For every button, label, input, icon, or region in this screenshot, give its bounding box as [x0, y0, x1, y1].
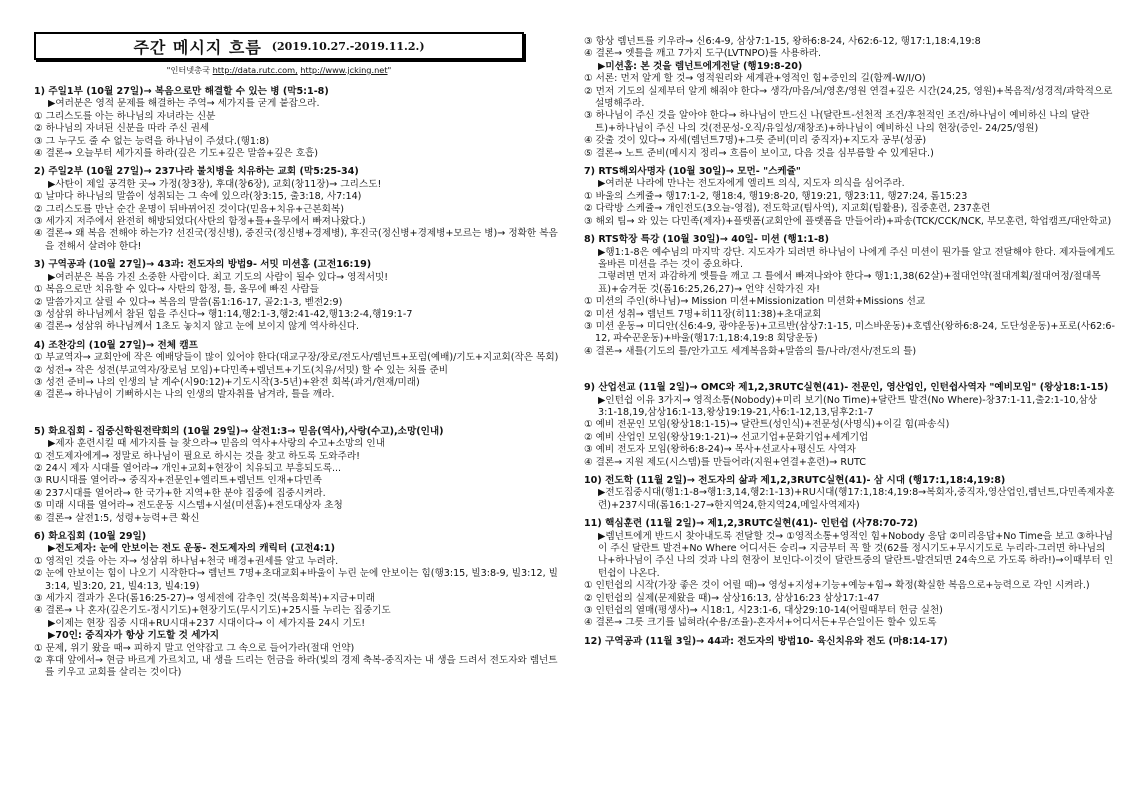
- message-section: [34, 426, 560, 525]
- section-heading: 6) 화요집회 (10월 29일): [34, 531, 147, 542]
- section-heading: 8) RTS학장 특강 (10월 30일)→ 40일- 미션 (행1:1-8): [584, 234, 829, 246]
- section-heading: 3) 구역공과 (10월 27일)→ 43과: 전도자의 방법9- 서밋 미션홈 (고전16:19): [34, 259, 372, 271]
- source-suffix: ": [387, 65, 392, 75]
- section-list-item: ① 서론: 먼저 알게 할 것→ 영적원리와 세계관+영적인 힘+증인의 길(함께-W/I/O): [584, 73, 926, 85]
- section-list-item: ② 미션 성취→ 렘넌트 7명+히11장(히11:38)+초대교회: [584, 308, 822, 320]
- message-section: [584, 166, 1116, 228]
- section-heading: 12) 구역공과 (11월 3일)→ 44과: 전도자의 방법10- 육신치유와 전도 (마8:14-17): [584, 635, 948, 647]
- section-heading: 7) RTS해외사명자 (10월 30일)→ 모먼- "스케쥴": [584, 166, 801, 178]
- source-line: [34, 65, 524, 76]
- section-list-item: ② 24시 제자 시대를 열어라→ 개인+교회+현장이 치유되고 부흥되도록...: [34, 462, 342, 474]
- section-list-item: ③ 성전 준비→ 나의 인생의 날 계수(시90:12)+기도시작(3-5년)+완전 회복(과거/현재/미래): [34, 376, 420, 388]
- message-section: [584, 475, 1116, 512]
- title-box: [34, 32, 524, 60]
- source-prefix: "인터넷총국: [166, 65, 210, 75]
- section-list-item: ③ 항상 렘넌트를 키우라→ 신6:4-9, 삼상7:1-15, 왕하6:8-24, 사62:6-12, 행17:1,18:4,19:8: [584, 36, 981, 47]
- section-list-item: ② 하나님의 자녀된 신분을 따라 주신 권세: [34, 123, 210, 135]
- section-list-item: ① 미션의 주인(하나님)→ Mission 미션+Missionization 미션화+Missions 선교: [584, 296, 926, 308]
- section-list-item: ⑤ 미래 시대를 열어라→ 전도운동 시스템+시설(미션홈)+전도대상자 초청: [34, 500, 343, 512]
- section-list-item: ② 먼저 기도의 실제부터 알게 해줘야 한다→ 생각/마음/뇌/영혼/영원 연결+깊은 시간(24,25, 영원)+복음적/성경적/과학적으로 설명해주라.: [584, 85, 1113, 110]
- section-intro: ▶사탄이 제일 공격한 곳→ 가정(창3장), 후대(창6장), 교회(창11장)→ 그리스도!: [48, 178, 382, 190]
- section-list-item: ② 후대 앞에서→ 현금 바르게 가르치고, 내 생을 드리는 헌금을 하라(빛의 경제 축복-중직자는 내 생을 드려서 전도자와 렘넌트를 키우고 교회를 살리는 것이다): [34, 655, 558, 679]
- section-intro: ▶제자 훈련시킬 때 세가지를 늘 찾으라→ 믿음의 역사+사랑의 수고+소망의 인내: [48, 438, 385, 450]
- section-list-item: ① 그리스도를 아는 하나님의 자녀라는 신분: [34, 110, 216, 122]
- section-list-item: ③ 해외 팀→ 와 있는 다민족(제자)+플랫폼(교회안에 플랫폼을 만들어라)+파송(TCK/CCK/NCK, 부모훈련, 학업캠프/대안학교): [584, 215, 1112, 227]
- section-list-item: ② 다락방 스케쥴→ 개인전도(3오늘-영접), 전도학교(팀사역), 지교회(팀활용), 집중훈련, 237훈련: [584, 203, 991, 215]
- section-intro: ▶여러분은 영적 문제를 해결하는 주역→ 세가지를 굳게 붙잡으라.: [48, 98, 320, 110]
- section-list-item: ① 부교역자→ 교회안에 작은 예배당들이 많이 있어야 한다(대교구장/장로/전도사/렘넌트+포럼(예배)/기도+지교회(작은 목회): [34, 352, 559, 364]
- section-list-item: ① 날마다 하나님의 말씀이 성취되는 그 속에 있으라(창3:15, 출3:18, 사7:14): [34, 191, 362, 203]
- message-section: [584, 234, 1116, 358]
- section-list-item: ③ 예비 전도자 모임(왕하6:8-24)→ 목사+선교사+평신도 사역자: [584, 444, 856, 456]
- message-section: [584, 36, 1116, 160]
- section-list-item: ⑥ 결론→ 살전1:5, 성령+능력+큰 확신: [34, 512, 200, 524]
- left-content: [34, 86, 560, 680]
- message-section: [34, 531, 560, 680]
- source-link-jcking[interactable]: http://www.jcking.net: [300, 65, 388, 75]
- section-intro: ▶렘넌트에게 반드시 찾아내도록 전달할 것→ ①영적소통+영적인 힘+Nobody 응답 ②미리응답+No Time을 보고 ③하나님이 주신 달란트 발견+No Where 어디서든 승리→ 지금부터 꼭 할 것(62를 정시기도+무시기도로 누리라-그러면 하나님의 나+하나님이 주신 나의 것과 나의 현장이 보인다-이것이 달란트중의 달란트-발견되면 24속으로 가도록 하라!)→이때부터 인턴쉽이 나온다.: [598, 530, 1114, 579]
- section-list-item: ④ 결론→ 하나님이 기뻐하시는 나의 인생의 발자취를 남겨라, 틀을 깨라.: [34, 389, 335, 401]
- section-intro: ▶행1:1-8은 예수님의 마지막 강단. 지도자가 되려면 하나님이 나에게 주신 미션이 뭔가를 알고 전달해야 한다. 제자들에게도 올바른 미션을 주는 것이 중요하다.: [598, 246, 1115, 270]
- right-column: [584, 0, 1116, 654]
- section-subheading: ▶70인: 중직자가 항상 기도할 것 세가지: [48, 630, 220, 642]
- section-subheading: ▶전도제자: 눈에 안보이는 전도 운동- 전도제자의 캐릭터 (고전4:1): [48, 543, 335, 555]
- message-section: [34, 166, 560, 253]
- section-heading: 11) 핵심훈련 (11월 2일)→ 제1,2,3RUTC실현(41)- 인턴쉽 (사78:70-72): [584, 518, 918, 530]
- section-list-item: ③ 성삼위 하나님께서 참된 힘을 주신다→ 행1:14,행2:1-3,행2:41-42,행13:2-4,행19:1-7: [34, 308, 413, 320]
- section-list-item: ① 인턴쉽의 시작(가장 좋은 것이 어릴 때)→ 영성+지성+기능+예능+힘→ 확정(확실한 복음으로+능력으로 각인 시켜라.): [584, 580, 1090, 592]
- section-list-item: ③ 하나님이 주신 것을 알아야 한다→ 하나님이 만드신 나(달란트-선천적 조건/후천적인 조건/하나님이 예비하신 나의 달란트)+하나님이 주신 나의 것(전문성-오직/유일성/재창조)+하나님이 예비하신 나의 현장(증인- 24/25/영원): [584, 110, 1090, 134]
- section-list-item: ① 문제, 위기 왔을 때→ 피하지 말고 언약잡고 그 속으로 들어가라(절대 언약): [34, 642, 355, 654]
- section-heading: 4) 조찬강의 (10월 27일)→ 전체 캠프: [34, 339, 198, 351]
- message-section: [34, 86, 560, 160]
- section-list-item: ① 예비 전문인 모임(왕상18:1-15)→ 달란트(성인식)+전문성(사명식)+이길 힘(파송식): [584, 419, 950, 431]
- section-list-item: ③ 세가지 결과가 온다(롬16:25-27)→ 영세전에 감추인 것(복음회복)+지금+미래: [34, 593, 375, 605]
- page-title: 주간 메시지 흐름: [133, 37, 262, 57]
- message-section: [34, 340, 560, 402]
- section-list-item: ③ 세가지 저주에서 완전히 해방되었다(사탄의 함정+틀+올무에서 빠져나왔다.): [34, 216, 366, 228]
- section-list-item: ④ 결론→ 왜 복음 전해야 하는가? 선진국(정신병), 중진국(정신병+경제병), 후진국(정신병+경제병+모르는 병)→ 정확한 복음을 전해서 살려야 한다!: [34, 228, 558, 252]
- section-list-item: ④ 결론→ 성삼위 하나님께서 1초도 놓치지 않고 눈에 보이지 않게 역사하신다.: [34, 321, 360, 333]
- document-header: [34, 32, 524, 76]
- message-section: [34, 259, 560, 333]
- section-list-item: ④ 결론→ 나 혼자(깊은기도-정시기도)+현장기도(무시기도)+25시를 누리는 집중기도: [34, 605, 391, 617]
- section-list-item: ② 인턴쉽의 실제(문제왔을 때)→ 삼상16:13, 삼상16:23 삼상17:1-47: [584, 592, 880, 604]
- section-list-item: ④ 237시대를 열어라→ 한 국가+한 지역+한 분야 집중에 집중시켜라.: [34, 487, 326, 499]
- section-list-item: ④ 결론→ 엣틀을 깨고 7가지 도구(LVTNPO)를 사용하라.: [584, 48, 822, 60]
- section-heading: 2) 주일2부 (10월 27일)→ 237나라 불치병을 치유하는 교회 (막5:25-34): [34, 166, 359, 178]
- section-list-item: ④ 결론→ 오늘부터 세가지를 하라(깊은 기도+깊은 말씀+깊은 호흡): [34, 148, 318, 160]
- section-list-item: ④ 결론→ 그릇 크기를 넓혀라(수용/조율)-혼자서+어디서든+무슨일이든 할수 있도록: [584, 617, 937, 629]
- section-list-item: ③ RU시대를 열어라→ 중직자+전문인+엘리트+렘넌트 인재+다민족: [34, 475, 322, 487]
- section-list-item: ② 예비 산업인 모임(왕상19:1-21)→ 선교기업+문화기업+세계기업: [584, 431, 869, 443]
- section-list-item: ① 복음으로만 치유할 수 있다→ 사탄의 함정, 틀, 올무에 빠진 사람들: [34, 284, 319, 296]
- section-intro: ▶여러분은 복음 가진 소중한 사람이다. 최고 기도의 사람이 될수 있다→ 영적서밋!: [48, 271, 389, 283]
- section-list-item: ③ 인턴쉽의 열매(평생사)→ 시18:1, 시23:1-6, 대상29:10-14(어릴때부터 헌금 실천): [584, 605, 943, 617]
- message-section: [584, 382, 1116, 469]
- section-intro: 그렇려면 먼저 과감하게 엣틀을 깨고 그 틀에서 빠져나와야 한다→ 행1:1,38(62살)+절대언약(절대계획/절대여정/절대목표)+숨겨둔 것(롬16:25,26,27)→ 언약 신학가진 자!: [598, 271, 1101, 295]
- section-heading: 10) 전도학 (11월 2일)→ 전도자의 삶과 제1,2,3RUTC실현(41)- 삼 시대 (행17:1,18:4,19:8): [584, 475, 1006, 486]
- section-list-item: ② 말씀가지고 살릴 수 있다→ 복음의 말씀(롬1:16-17, 골2:1-3, 벧전2:9): [34, 296, 343, 308]
- source-link-data[interactable]: http://data.rutc.com,: [212, 65, 298, 75]
- section-list-item: ④ 결론→ 새틀(기도의 틀/안가고도 세계복음화+말씀의 틀/나라/전사/전도의 틀): [584, 345, 917, 357]
- left-column: [34, 0, 560, 686]
- section-list-item: ② 그리스도를 만난 순간 운명이 뒤바뀌어진 것이다(믿음+치유+근본회복): [34, 203, 344, 215]
- section-list-item: ② 눈에 안보이는 힘이 나오기 시작한다→ 렘넌트 7명+초대교회+바울이 누린 눈에 안보이는 힘(행3:15, 빌3:8-9, 빌3:12, 빌3:14, 빌3:20, 21, 빌4:13, 빌4:19): [34, 568, 558, 592]
- section-list-item: ④ 결론→ 지원 제도(시스템)를 만들어라(지원+연결+훈련)→ RUTC: [584, 456, 867, 468]
- message-section: [584, 518, 1116, 630]
- section-intro: ▶전도집중시대(행1:1-8→행1:3,14,행2:1-13)+RU시대(행17:1,18:4,19:8→복회자,중직자,영산업인,렘넌트,다민족제자훈련)+237시대(롬16:1-27→한지역24,한지역24,메일사역제자): [598, 487, 1115, 511]
- section-list-item: ③ 그 누구도 줄 수 없는 능력을 하나님이 주셨다.(행1:8): [34, 135, 270, 147]
- section-heading: 9) 산업선교 (11월 2일)→ OMC와 제1,2,3RUTC실현(41)- 전문인, 영산업인, 인턴쉽사역자 "예비모임" (왕상18:1-15): [584, 382, 1109, 394]
- section-list-item: ① 바울의 스케쥴→ 행17:1-2, 행18:4, 행19:8-20, 행19:21, 행23:11, 행27:24, 롬15:23: [584, 190, 968, 202]
- section-intro: ▶여러분 나라에 만나는 전도자에게 엘리트 의식, 지도자 의식을 심어주라.: [598, 178, 905, 190]
- section-intro: ▶인턴쉽 이유 3가지→ 영적소통(Nobody)+미리 보기(No Time)+달란트 발견(No Where)-창37:1-11,출2:1-10,삼상3:1-18,19,삼상16:1-13,왕상19:19-21,사6:1-12,13,딤후2:1-7: [598, 394, 1098, 418]
- section-list-item: ① 영적인 것을 아는 자→ 성삼위 하나님+천국 배경+권세를 알고 누려라.: [34, 555, 339, 567]
- section-list-item: ④ 갖출 것이 있다→ 자세(렘넌트7명)+그릇 준비(미리 중직자)+지도자 공부(성공): [584, 135, 927, 147]
- message-section: [584, 636, 1116, 648]
- section-heading: 1) 주일1부 (10월 27일)→ 복음으로만 해결할 수 있는 병 (막5:1-8): [34, 86, 329, 97]
- right-content: [584, 36, 1116, 648]
- section-heading: 5) 화요집회 - 집중신학원전략회의 (10월 29일)→ 살전1:3→ 믿음(역사),사랑(수고),소망(인내): [34, 425, 444, 437]
- section-list-item: ② 성전→ 작은 성전(부교역자/장로님 모임)+다민족+렘넌트+기도(치유/서밋) 할 수 있는 처를 준비: [34, 364, 449, 376]
- period-label: (2019.10.27.-2019.11.2.): [271, 39, 425, 53]
- section-list-item: ③ 미션 운동→ 미디안(신6:4-9, 광야운동)+고르반(삼상7:1-15, 미스바운동)+호렙산(왕하6:8-24, 도단성운동)+포로(사62:6-12, 파수꾼운동)+바울(행17:1,18:4,19:8 회당운동): [584, 320, 1115, 345]
- section-list-item: ⑤ 결론→ 노트 준비(메시지 정리→ 흐름이 보이고, 다음 것을 심부름할 수 있게된다.): [584, 147, 934, 159]
- section-intro: ▶이제는 현장 집중 시대+RU시대+237 시대이다→ 이 세가지를 24시 기도!: [48, 617, 366, 629]
- section-list-item: ① 전도제자에게→ 정말로 하나님이 필요로 하시는 것을 찾고 하도록 도와주라!: [34, 450, 360, 462]
- section-subheading: ▶미션홈: 본 것을 렘넌트에게전달 (행19:8-20): [598, 60, 803, 72]
